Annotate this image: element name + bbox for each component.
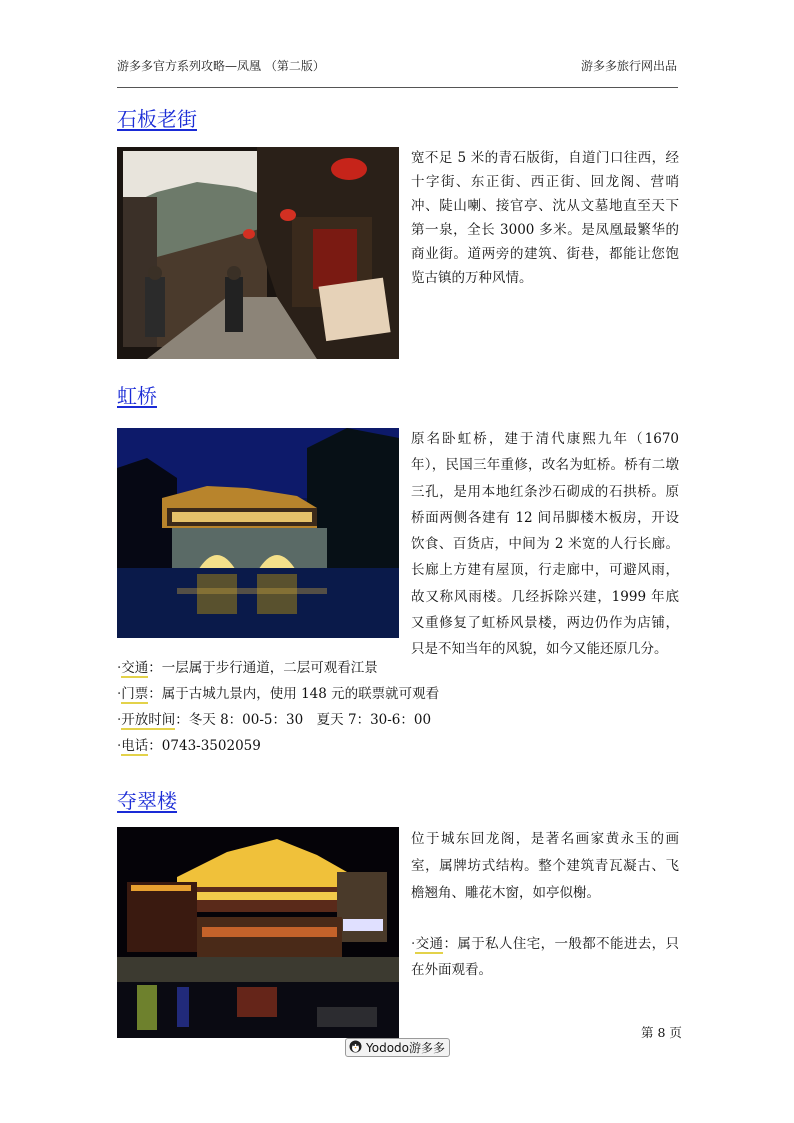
info-row: ·开放时间：冬天 8：00-5：30 夏天 7：30-6：00 (117, 712, 432, 728)
info-key: 门票 (121, 686, 149, 702)
info-key: 交通 (121, 660, 149, 676)
rainbow-bridge-info (117, 655, 439, 759)
info-key: 交通 (415, 936, 444, 952)
info-value: 0743-3502059 (161, 738, 261, 754)
info-row: ·电话：0743-3502059 (117, 738, 261, 754)
penguin-logo-icon (349, 1040, 362, 1056)
info-value: 一层属于步行通道，二层可观看江景 (161, 660, 378, 676)
section-title-rainbow-bridge[interactable]: 虹桥 (117, 384, 157, 408)
rainbow-bridge-photo (117, 428, 399, 638)
stone-street-description: 宽不足 5 米的青石版街，自道门口往西，经十字街、东正街、西正街、回龙阁、营哨冲、陡山喇、接官亭、沈从文墓地直至天下第一泉，全长 3000 多米。是凤凰最繁华的商业街。道两旁的建筑、街巷，都能让您饱览古镇的万种风情。 (411, 150, 679, 286)
page-number: 第 8 页 (641, 1025, 682, 1040)
duocui-tower-photo (117, 827, 399, 1038)
stone-street-photo (117, 147, 399, 359)
info-value: 冬天 8：00-5：30 夏天 7：30-6：00 (188, 712, 432, 728)
info-key: 开放时间 (121, 712, 176, 728)
info-key: 电话 (121, 738, 149, 754)
info-row: ·门票：属于古城九景内，使用 148 元的联票就可观看 (117, 686, 440, 702)
info-value: 属于私人住宅，一般都不能进去，只在外面观看。 (411, 936, 680, 978)
page-header (117, 57, 677, 77)
rainbow-bridge-description: 原名卧虹桥，建于清代康熙九年（1670 年），民国三年重修，改名为虹桥。桥有二墩三孔，是用本地红条沙石砌成的石拱桥。原桥面两侧各建有 12 间吊脚楼木板房，开设饮食、百货店，中间为 2 米宽的人行长廊。长廊上方建有屋顶，行走廊中，可避风雨，故又称风雨楼。几经拆除兴建，1999 年底又重修复了虹桥风景楼，两边仍作为店铺，只是不知当年的风貌，如今又能还原几分。 (411, 431, 679, 658)
header-publisher: 游多多旅行网出品 (580, 59, 677, 73)
info-value: 属于古城九景内，使用 148 元的联票就可观看 (161, 686, 440, 702)
duocui-tower-transport: ·交通：属于私人住宅，一般都不能进去，只在外面观看。 (411, 936, 680, 978)
info-row: ·交通：一层属于步行通道，二层可观看江景 (117, 660, 378, 676)
duocui-tower-description: 位于城东回龙阁，是著名画家黄永玉的画室，属牌坊式结构。整个建筑青瓦凝古、飞檐翘角、雕花木窗，如亭似榭。 (411, 831, 679, 901)
section-title-duocui-tower[interactable]: 夺翠楼 (117, 789, 177, 813)
section-title-stone-street[interactable]: 石板老街 (117, 107, 197, 131)
header-divider (117, 87, 678, 88)
logo-text: Yododo游多多 (366, 1041, 445, 1055)
yododo-logo[interactable] (345, 1038, 450, 1057)
header-title: 游多多官方系列攻略—凤凰 （第二版） (117, 59, 325, 73)
